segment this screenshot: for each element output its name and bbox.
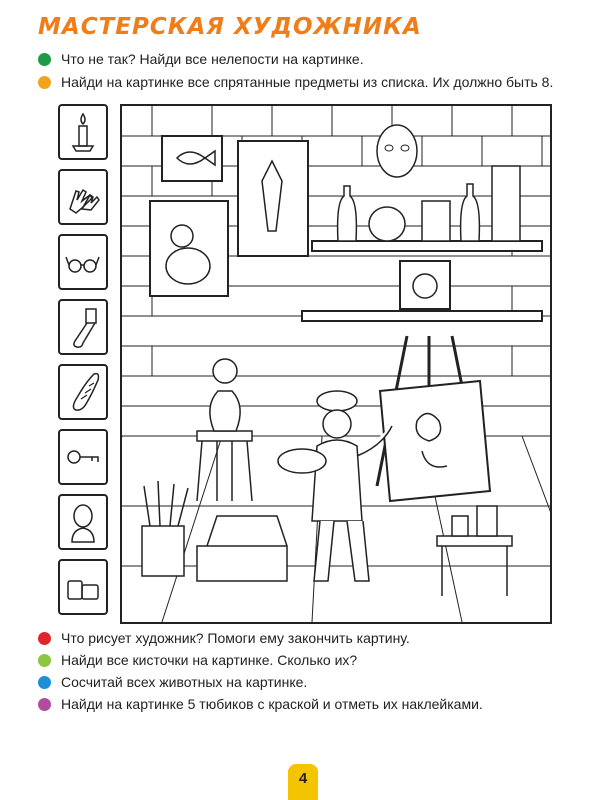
task-item-finish-painting [38, 630, 410, 646]
hidden-item-box[interactable] [58, 234, 108, 290]
stool-vase [197, 359, 252, 501]
task-text: Что не так? Найди все нелепости на картинке. [61, 51, 364, 67]
man-portrait [400, 261, 450, 309]
hidden-item-box[interactable] [58, 559, 108, 615]
small-table [437, 506, 512, 596]
bottles [338, 166, 520, 241]
paint-tubes-icon [60, 561, 106, 613]
bullet-dot-light-green [38, 654, 51, 667]
page-number: 4 [298, 770, 308, 787]
task-text: Сосчитай всех животных на картинке. [61, 674, 308, 690]
task-item-paint-tubes [38, 696, 483, 712]
cat-painting [150, 201, 228, 296]
bullet-dot-purple [38, 698, 51, 711]
page-number-badge [288, 764, 318, 800]
painter [278, 391, 392, 581]
task-text: Найди все кисточки на картинке. Сколько их? [61, 652, 358, 668]
task-item-absurdities [38, 51, 364, 67]
workshop-illustration[interactable] [120, 104, 552, 624]
hidden-item-box[interactable] [58, 169, 108, 225]
task-text: Найди на картинке все спрятанные предметы из списка. Их должно быть 8. [61, 74, 554, 90]
bullet-dot-green [38, 53, 51, 66]
page-title: МАСТЕРСКАЯ ХУДОЖНИКА [38, 14, 422, 40]
bread-loaf-icon [60, 366, 106, 418]
candle-icon [60, 106, 106, 158]
hidden-item-box[interactable] [58, 364, 108, 420]
task-item-count-animals [38, 674, 307, 690]
hidden-item-box[interactable] [58, 299, 108, 355]
task-text: Что рисует художник? Помоги ему закончить картину. [61, 630, 410, 646]
bullet-dot-blue [38, 676, 51, 689]
brushes-jar [142, 481, 188, 576]
hidden-item-box[interactable] [58, 429, 108, 485]
hidden-objects-list [58, 104, 114, 624]
easel [377, 336, 490, 501]
hidden-item-box[interactable] [58, 104, 108, 160]
task-item-count-brushes [38, 652, 357, 668]
task-item-hidden-objects [38, 74, 553, 90]
glasses-icon [60, 236, 106, 288]
artist-workshop-scene [122, 106, 550, 622]
fish-painting [162, 136, 222, 181]
paint-brush-icon [60, 301, 106, 353]
rocket-painting [238, 141, 308, 256]
bullet-dot-orange [38, 76, 51, 89]
task-text: Найди на картинке 5 тюбиков с краской и отметь их наклейками. [61, 696, 483, 712]
bust-icon [60, 496, 106, 548]
key-icon [60, 431, 106, 483]
paint-box [197, 516, 287, 581]
mask [377, 125, 417, 177]
bullet-dot-red [38, 632, 51, 645]
gloves-icon [60, 171, 106, 223]
hidden-item-box[interactable] [58, 494, 108, 550]
